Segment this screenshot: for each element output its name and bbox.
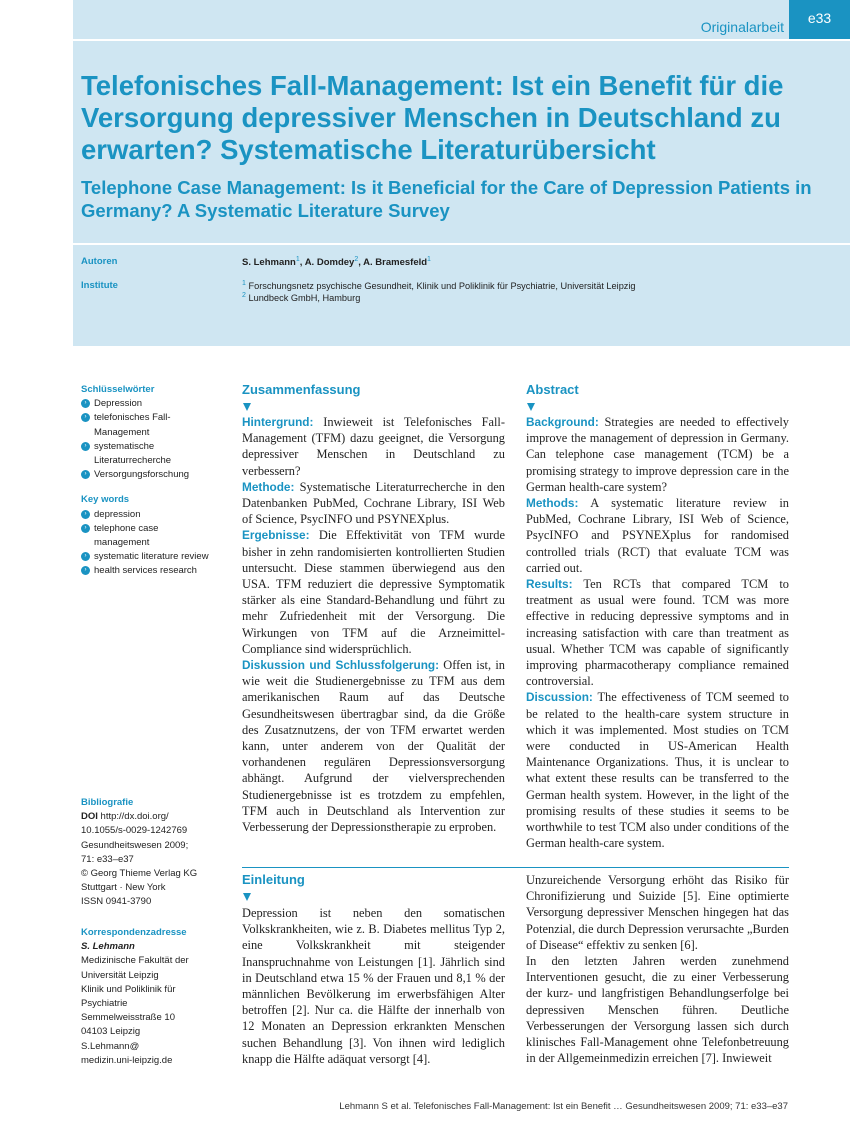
bibliography-block — [81, 796, 231, 910]
keyword-item — [81, 564, 231, 578]
keyword-item — [81, 397, 231, 411]
section-lead: Discussion: — [526, 690, 593, 705]
correspondence-address — [81, 954, 231, 1068]
header-band — [73, 0, 850, 346]
header-divider — [73, 39, 850, 41]
section-lead: Methode: — [242, 479, 295, 494]
author-name: S. Lehmann — [242, 257, 296, 269]
section-text: A systematic literature review in PubMed, Cochrane Library, ISI Web of Science, PsycINFO and PSYNEXplus for randomised controlled trials (RCT) that evaluate TCM was carried out. — [526, 496, 789, 575]
einleitung-heading: Einleitung — [242, 872, 305, 887]
paragraph: In den letzten Jahren werden zunehmend Interventionen gesucht, die zu einer Verbesserung der kurz- und langfristigen Behandlungserfolge bei depressiven Menschen führen. Deutliche Verbesserungen der Versorgung lassen sich durch klinisches Fall-Management ohne Telefonbetreuung in der Allgemeinmedizin erreichen [7]. Inwieweit — [526, 954, 789, 1066]
section-lead: Methods: — [526, 496, 579, 511]
address-line: Semmelweisstraße 10 — [81, 1012, 175, 1024]
arrow-bullet-icon: › — [81, 413, 90, 422]
keyword-item — [81, 440, 231, 468]
section-lead: Hintergrund: — [242, 415, 314, 429]
keywords-en-list — [81, 508, 231, 579]
institute-number: 2 — [242, 292, 246, 299]
abstract-section — [242, 527, 505, 657]
paragraph: Unzureichende Versorgung erhöht das Risiko für Chronifizierung und Suizide [5]. Eine optimierte Versorgung depressiver Menschen hingegen hat das Potenzial, die durch Depression verursachte „Burden of Disease“ effektiv zu senken [6]. — [526, 873, 789, 952]
einleitung-right-text — [526, 872, 789, 1066]
bibliography-heading: Bibliografie — [81, 797, 134, 808]
keyword-text: depression — [94, 508, 141, 520]
authors-label: Autoren — [81, 256, 118, 267]
einleitung-left-text: Depression ist neben den somatischen Volkskrankheiten, wie z. B. Diabetes mellitus Typ 2, eine Volkskrankheit mit steigender Inanspruchnahme von Leistungen [1]. Jährlich sind in Deutschland etwa 15 % der Frauen und 8,1 % der männlichen Bevölkerung im erwerbsfähigen Alter betroffen [2]. Nur ca. die Hälfte der innerhalb von 12 Monaten an Depression erkrankten Menschen suchen Behandlung [3]. Von ihnen wird lediglich knapp die Hälfte adäquat versorgt [4]. — [242, 906, 505, 1066]
keyword-item — [81, 522, 231, 550]
arrow-bullet-icon: › — [81, 566, 90, 575]
running-footer: Lehmann S et al. Telefonisches Fall-Management: Ist ein Benefit … Gesundheitswesen 2009; 71: e33–e37 — [339, 1101, 788, 1112]
section-lead: Results: — [526, 577, 573, 592]
header-divider — [73, 243, 850, 245]
institutes-label: Institute — [81, 280, 118, 291]
arrow-bullet-icon: › — [81, 524, 90, 533]
institute-number: 1 — [242, 280, 246, 287]
abstract-heading: Abstract — [526, 382, 579, 397]
abstract-section — [242, 479, 505, 528]
author-affiliation: 2 — [354, 256, 359, 263]
issn-line: ISSN 0941-3790 — [81, 896, 152, 908]
doi-value: 10.1055/s-0029-1242769 — [81, 825, 188, 837]
section-text: The effectiveness of TCM seemed to be related to the health-care system structure in which it was implemented. Most studies on TCM were conducted in US-American Health Maintenance Organizations. Thus, it is unclear to what extent these results can be transferred to the German health system. However, in the light of the promising results of these studies it seems to be worthwhile to test TCM also under conditions of the German health-care system. — [526, 690, 789, 851]
address-line: Klinik und Poliklinik für — [81, 983, 176, 995]
abstract-section — [526, 689, 789, 851]
section-label: Originalarbeit — [700, 19, 784, 35]
title-german: Telefonisches Fall-Management: Ist ein Benefit für die Versorgung depressiver Menschen in Deutschland zu erwarten? Systematische Literaturübersicht — [81, 70, 784, 165]
correspondence-block — [81, 926, 231, 1068]
section-text: Systematische Literaturrecherche in den Datenbanken PubMed, Cochrane Library, ISI Web of Science, PsycINFO und PSYNEXplus. — [242, 479, 505, 527]
keyword-text: systematic literature review — [94, 551, 209, 563]
address-line: Medizinische Fakultät der — [81, 955, 189, 967]
arrow-bullet-icon: › — [81, 510, 90, 519]
abstract-section — [526, 414, 789, 495]
keywords-de-list — [81, 397, 231, 482]
copyright-line: © Georg Thieme Verlag KG — [81, 868, 198, 880]
section-lead: Background: — [526, 415, 599, 429]
journal-line: Gesundheitswesen 2009; — [81, 839, 189, 851]
institute-line — [242, 292, 360, 303]
section-text: Die Effektivität von TFM wurde bisher in zehn randomisierten kontrollierten Studien untersucht. Diese stammen überwiegend aus den USA. TFM reduziert die depressive Symptomatik stärker als eine Standard-Behandlung und führt zu mehr Zufriedenheit mit der Versorgung. Die Wirkungen von TFM auf die Arzneimittel-Compliance sind widersprüchlich. — [242, 528, 505, 656]
doi-line — [81, 810, 231, 824]
title-english: Telephone Case Management: Is it Beneficial for the Care of Depression Patients in Germany? A Systematic Literature Survey — [81, 177, 812, 221]
page-number-tag: e33 — [789, 0, 850, 39]
arrow-down-icon — [243, 403, 251, 411]
abstract-section — [242, 414, 505, 479]
arrow-bullet-icon: › — [81, 442, 90, 451]
arrow-bullet-icon: › — [81, 552, 90, 561]
author-affiliation: 1 — [295, 256, 300, 263]
volume-line: 71: e33–e37 — [81, 853, 134, 865]
abstract-section — [242, 657, 505, 835]
keyword-text: health services research — [94, 565, 197, 577]
keyword-item — [81, 468, 231, 482]
arrow-down-icon — [527, 403, 535, 411]
keywords-de-heading: Schlüsselwörter — [81, 384, 155, 395]
keyword-item — [81, 508, 231, 522]
authors-list — [242, 256, 431, 268]
doi-label: DOI — [81, 811, 98, 823]
zusammenfassung-text — [242, 414, 505, 835]
address-line: 04103 Leipzig — [81, 1026, 141, 1038]
section-text: Inwieweit ist Telefonisches Fall-Management (TFM) dazu geeignet, die Versorgung depressiver Menschen in Deutschland zu verbessern? — [242, 415, 505, 478]
institute-text: Forschungsnetz psychische Gesundheit, Klinik und Poliklinik für Psychiatrie, Universität Leipzig — [248, 281, 636, 292]
keyword-text: Versorgungsforschung — [94, 469, 190, 481]
keyword-text: Depression — [94, 398, 143, 410]
section-text: Ten RCTs that compared TCM to treatment as usual were found. TCM was more effective in reducing depressive symptoms and in increasing satisfaction with care than treatment as usual. Whether TCM was capable of significantly improving pharmacotherapy compliance remained controversial. — [526, 577, 789, 689]
arrow-down-icon — [243, 893, 251, 901]
doi-link[interactable]: http://dx.doi.org/ — [100, 811, 169, 823]
author-separator: , — [358, 257, 364, 269]
address-line: Universität Leipzig — [81, 969, 159, 981]
keywords-en-heading: Key words — [81, 494, 130, 506]
zusammenfassung-heading: Zusammenfassung — [242, 382, 361, 397]
author-affiliation: 1 — [427, 256, 431, 263]
abstract-section — [526, 576, 789, 689]
address-line: S.Lehmann@ — [81, 1040, 140, 1052]
address-line: medizin.uni-leipzig.de — [81, 1054, 173, 1066]
author-separator: , — [299, 257, 305, 269]
section-lead: Diskussion und Schlussfolgerung: — [242, 658, 440, 673]
keywords-sidebar — [81, 383, 231, 579]
keyword-item — [81, 411, 231, 439]
author-name: A. Domdey — [304, 257, 355, 269]
address-line: Psychiatrie — [81, 998, 128, 1010]
institute-text: Lundbeck GmbH, Hamburg — [248, 293, 361, 304]
correspondence-name: S. Lehmann — [81, 941, 135, 953]
keyword-text: telephone case management — [94, 522, 159, 549]
correspondence-heading: Korrespondenzadresse — [81, 927, 187, 938]
section-divider — [242, 867, 789, 868]
keyword-item — [81, 550, 231, 564]
section-text: Offen ist, in wie weit die Studienergebnisse zu TFM aus dem amerikanischen Raum auf das Deutsche Gesundheitswesen übertragbar sind, da die Größe des Zusatznutzens, der von TFM erwartet werden kann, unter anderem von der Qualität der vorhandenen regulären Depressionsversorgung abhängt. Aufgrund der vielversprechenden Studienergebnisse ist es trotzdem zu empfehlen, TFM auch in Deutschland als Intervention zur Verbesserung der Depressionstherapie zu erproben. — [242, 658, 505, 835]
section-lead: Ergebnisse: — [242, 528, 310, 543]
arrow-bullet-icon: › — [81, 470, 90, 479]
section-text: Strategies are needed to effectively improve the management of depression in Germany. Can telephone case management (TCM) be a promising strategy to improve depression care in the German health-care system? — [526, 415, 789, 494]
author-name: A. Bramesfeld — [363, 257, 428, 269]
abstract-text — [526, 414, 789, 851]
publisher-place: Stuttgart · New York — [81, 882, 166, 894]
abstract-section — [526, 495, 789, 576]
keyword-text: systematische Literaturrecherche — [94, 440, 172, 467]
keyword-text: telefonisches Fall- Management — [94, 412, 171, 438]
institute-line — [242, 280, 636, 291]
arrow-bullet-icon: › — [81, 399, 90, 408]
